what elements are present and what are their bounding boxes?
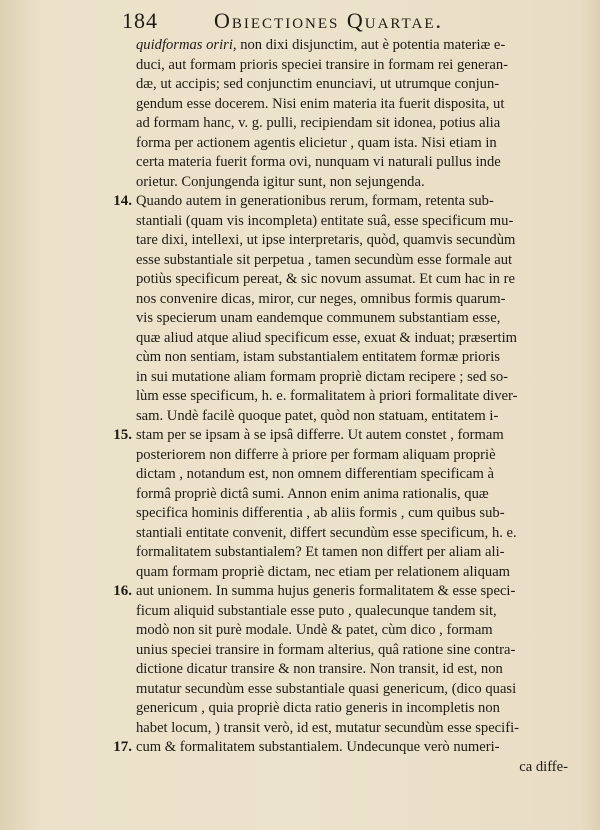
- paragraph-number: 17.: [113, 739, 132, 755]
- line-text: stam per se ipsam à se ipsâ differre. Ut autem constet , formam: [136, 427, 504, 443]
- text-line: [113, 426, 568, 446]
- text-line: [136, 719, 568, 739]
- line-text: cùm non sentiam, istam substantialem entitatem formæ prioris: [136, 349, 500, 365]
- line-text: gendum esse docerem. Nisi enim materia ita fuerit disposita, ut: [136, 95, 505, 112]
- line-text: non dixi disjunctim, aut è potentia materiæ e-: [236, 37, 506, 53]
- line-text: potiùs specificum pereat, & sic novum assumat. Et cum hac in re: [136, 271, 515, 287]
- page-number: 184: [122, 8, 158, 33]
- line-text: tare dixi, intellexi, ut ipse interpretaris, quòd, quamvis secundùm: [136, 232, 516, 248]
- text-line: [136, 602, 568, 622]
- line-text: formâ propriè dictâ sumi. Annon enim anima rationalis, quæ: [136, 485, 489, 502]
- line-text: vis specierum unam eandemque communem substantiam esse,: [136, 310, 501, 326]
- line-text: posteriorem non differre à priore per formam aliquam propriè: [136, 446, 496, 463]
- text-line: [136, 348, 568, 368]
- text-line: [113, 192, 568, 212]
- text-line: [113, 738, 568, 758]
- text-line: [136, 290, 568, 310]
- line-text: lùm esse specificum, h. e. formalitatem à priori formalitate diver-: [136, 388, 518, 404]
- line-text: habet locum, ) transit verò, id est, mutatur secundùm esse specifi-: [136, 719, 519, 736]
- text-line: [136, 387, 568, 407]
- text-line: [136, 251, 568, 271]
- line-text: esse substantiale sit perpetua , tamen secundùm esse formale aut: [136, 251, 513, 268]
- running-title: Obiectiones Quartae.: [214, 8, 443, 33]
- line-text: quæ aliud atque aliud specificum esse, exuat & induat; præsertim: [136, 329, 517, 346]
- text-line: [136, 543, 568, 563]
- text-line: [136, 660, 568, 680]
- text-line: [136, 504, 568, 524]
- text-line: [136, 758, 568, 778]
- text-line: [136, 212, 568, 232]
- line-text: quidformas oriri,: [136, 37, 237, 53]
- text-line: [136, 309, 568, 329]
- text-line: [136, 173, 568, 193]
- line-text: dictam , notandum est, non omnem differentiam specificam à: [136, 466, 494, 482]
- paragraph-number: 15.: [113, 427, 132, 443]
- line-text: aut unionem. In summa hujus generis formalitatem & esse speci-: [136, 583, 516, 599]
- text-line: [136, 680, 568, 700]
- text-line: [136, 329, 568, 349]
- page-header: [122, 8, 562, 38]
- text-line: [136, 465, 568, 485]
- line-text: certa materia fuerit forma ovi, nunquam vi naturali pullus inde: [136, 154, 501, 170]
- line-text: formalitatem substantialem? Et tamen non differt per aliam ali-: [136, 544, 505, 560]
- paragraph-number: 16.: [113, 583, 132, 599]
- paragraph-number: 14.: [113, 193, 132, 209]
- line-text: mutatur secundùm esse substantiale quasi genericum, (dico quasi: [136, 680, 517, 697]
- text-line: [136, 114, 568, 134]
- line-text: stantiali (quam vis incompleta) entitate suâ, esse specificum mu-: [136, 212, 514, 229]
- line-text: cum & formalitatem substantialem. Undecunque verò numeri-: [136, 739, 500, 755]
- text-line: [136, 699, 568, 719]
- text-line: [136, 621, 568, 641]
- text-line: [136, 524, 568, 544]
- line-text: modò non sit purè modale. Undè & patet, cùm dico , formam: [136, 622, 493, 638]
- line-text: orietur. Conjungenda igitur sunt, non sejungenda.: [136, 173, 425, 190]
- text-line: [136, 407, 568, 427]
- text-line: [136, 134, 568, 154]
- catchword: ca diffe-: [519, 758, 568, 775]
- text-line: [136, 153, 568, 173]
- line-text: duci, aut formam prioris speciei transire in formam rei generan-: [136, 56, 508, 73]
- text-line: [136, 95, 568, 115]
- line-text: ficum aliquid substantiale esse puto , qualecunque tandem sit,: [136, 602, 497, 619]
- text-line: [136, 75, 568, 95]
- body-text: [113, 36, 568, 777]
- line-text: nos convenire dicas, miror, cur neges, omnibus formis quarum-: [136, 290, 506, 307]
- line-text: ad formam hanc, v. g. pulli, recipiendam sit idonea, potius alia: [136, 115, 501, 131]
- line-text: unius speciei transire in formam alterius, quâ ratione sine contra-: [136, 641, 516, 658]
- line-text: quam formam propriè dictam, nec etiam per relationem aliquam: [136, 563, 511, 580]
- line-text: specifica hominis differentia , ab aliis formis , cum quibus sub-: [136, 505, 505, 521]
- text-line: [136, 36, 568, 56]
- text-line: [136, 270, 568, 290]
- line-text: stantiali entitate convenit, differt secundùm esse specificum, h. e.: [136, 524, 517, 541]
- line-text: dictione dicatur transire & non transire. Non transit, id est, non: [136, 661, 503, 677]
- line-text: dæ, ut accipis; sed conjunctim enunciavi, ut utrumque conjun-: [136, 76, 500, 92]
- text-line: [136, 563, 568, 583]
- text-line: [136, 485, 568, 505]
- text-line: [136, 368, 568, 388]
- line-text: genericum , quia propriè dicta ratio generis in incompletis non: [136, 700, 500, 716]
- line-text: Quando autem in generationibus rerum, formam, retenta sub-: [136, 193, 494, 209]
- line-text: sam. Undè facilè quoque patet, quòd non statuam, entitatem i-: [136, 407, 499, 424]
- text-line: [113, 582, 568, 602]
- text-line: [136, 446, 568, 466]
- line-text: in sui mutatione aliam formam propriè dictam recipere ; sed so-: [136, 368, 509, 385]
- text-line: [136, 231, 568, 251]
- text-line: [136, 56, 568, 76]
- text-line: [136, 641, 568, 661]
- line-text: forma per actionem agentis elicietur , quam ista. Nisi etiam in: [136, 134, 497, 151]
